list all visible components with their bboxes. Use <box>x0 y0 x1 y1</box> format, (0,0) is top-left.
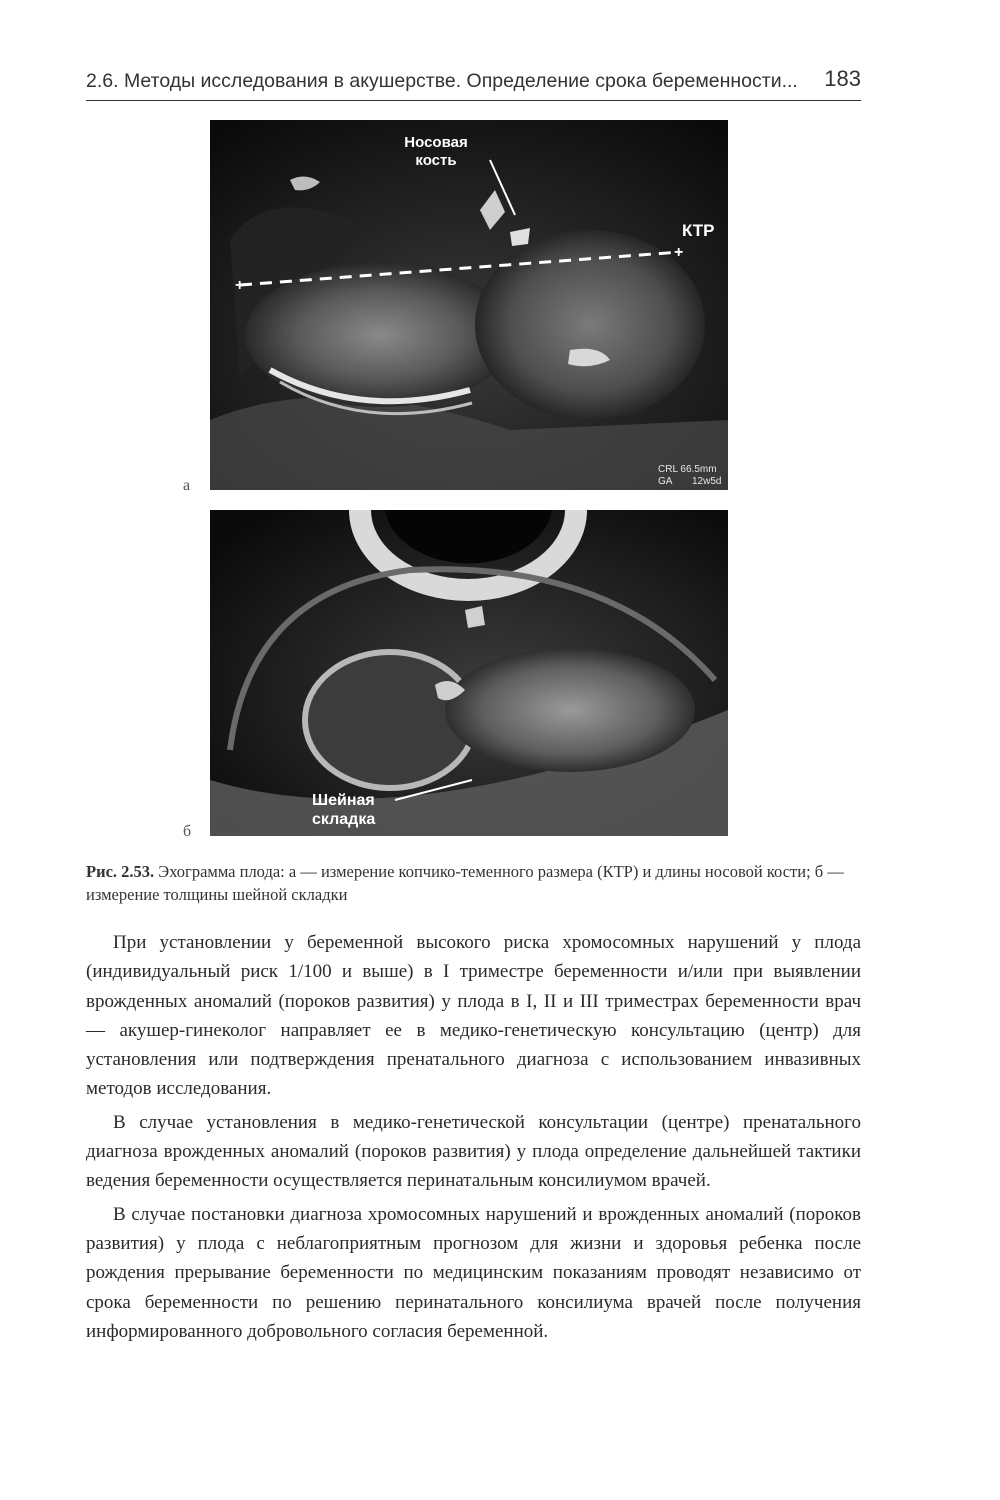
paragraph: В случае установления в медико-генетической консультации (центре) пренатального диагноза врожденных аномалий (пороков развития) у плода определение дальнейшей тактики ведения беременности осуществляется перинатальным консилиумом врачей. <box>86 1111 861 1192</box>
fetal-body-b <box>445 648 695 772</box>
figure-number: Рис. 2.53. <box>86 862 155 881</box>
ultrasound-image-a <box>210 120 728 490</box>
panel-letter-a: а <box>183 477 191 494</box>
ultrasound-b-graphic <box>210 510 728 836</box>
crl-end-marker: + <box>674 244 684 261</box>
readout-crl: CRL 66.5mm <box>658 464 717 475</box>
ultrasound-image-b <box>210 510 728 836</box>
paragraph: В случае постановки диагноза хромосомных нарушений и врожденных аномалий (пороков развития) у плода с неблагоприятным прогнозом для жизни и здоровья ребенка после рождения прерывание беременности по медицинским показаниям проводят независимо от срока беременности по решению перинатального консилиума врачей после получения информированного добровольного согласия беременной. <box>86 1203 861 1342</box>
ultrasound-a-graphic <box>210 120 728 490</box>
running-header <box>86 66 861 101</box>
figure-caption <box>86 860 866 906</box>
label-nasal-bone-2: кость <box>415 152 457 169</box>
panel-letter-b: б <box>183 823 192 840</box>
label-nuchal-fold-2: складка <box>312 811 376 828</box>
paragraph: При установлении у беременной высокого риска хромосомных нарушений у плода (индивидуальный риск 1/100 и выше) в I триместре беременности и/или при выявлении врожденных аномалий (пороков развития) у плода в I, II и III триместрах беременности врач — акушер-гинеколог направляет ее в медико-генетическую консультацию (центр) для установления или подтверждения пренатального диагноза с использованием инвазивных методов исследования. <box>86 932 861 1100</box>
label-ktr: КТР <box>682 221 715 240</box>
page-number: 183 <box>824 66 861 91</box>
label-nuchal-fold-1: Шейная <box>312 792 375 809</box>
readout-ga-value: 12w5d <box>692 476 722 487</box>
crl-start-marker: + <box>235 277 245 294</box>
readout-ga-label: GA <box>658 476 673 487</box>
caption-text: Эхограмма плода: а — измерение копчико-теменного размера (КТР) и длины носовой кости; б — измерение толщины шейной складки <box>86 862 844 904</box>
limb-echo-b <box>465 606 485 628</box>
label-nasal-bone-1: Носовая <box>404 134 468 151</box>
body-text <box>86 928 861 1350</box>
section-title: 2.6. Методы исследования в акушерстве. Определение срока беременности... <box>86 70 798 92</box>
